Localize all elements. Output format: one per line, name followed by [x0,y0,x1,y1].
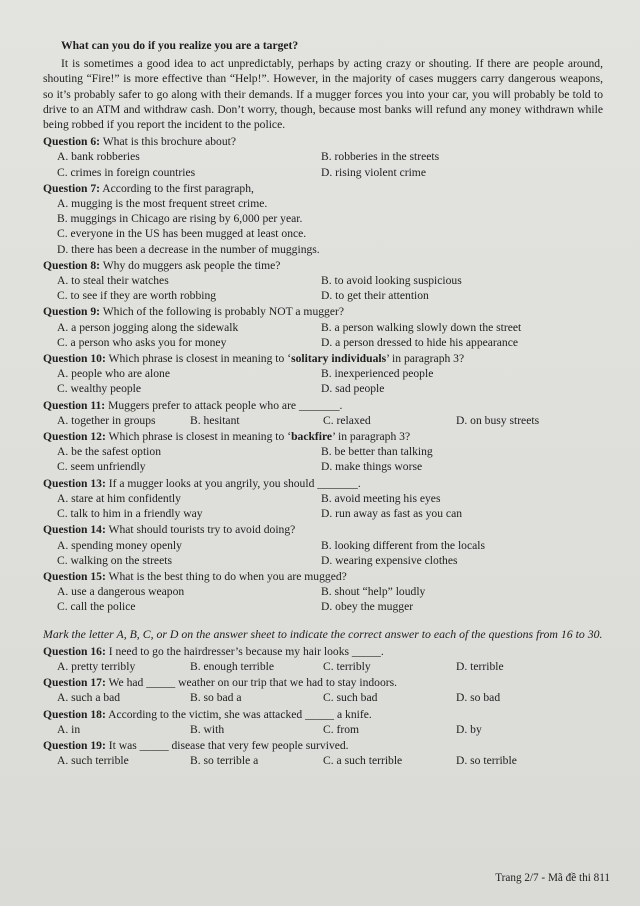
question-text: According to the victim, she was attacked _____ a knife. [108,707,372,721]
question-number: Question 16: [43,644,106,658]
answer-option: A. in [57,722,81,736]
answer-options [57,659,603,674]
question-stem [43,134,603,149]
question-text-post: ’ in paragraph 3? [386,352,465,366]
question-stem [43,398,603,413]
answer-option: A. bank robberies [57,150,140,164]
answer-option: D. make things worse [321,460,423,474]
answer-option: A. such terrible [57,754,129,768]
reading-questions [43,134,603,614]
answer-option: B. avoid meeting his eyes [321,491,441,505]
question [43,398,603,428]
answer-option: B. so terrible a [190,754,259,768]
question [43,258,603,304]
question [43,738,603,768]
answer-option: A. pretty terribly [57,659,136,673]
answer-option: B. inexperienced people [321,367,434,381]
answer-option: B. muggings in Chicago are rising by 6,000 per year. [57,212,303,226]
question [43,351,603,397]
answer-option: D. so bad [456,691,501,705]
answer-option: A. stare at him confidently [57,491,181,505]
question-text: Muggers prefer to attack people who are _______. [108,398,343,412]
answer-option: B. looking different from the locals [321,538,485,552]
question-stem [43,522,603,537]
question-number: Question 19: [43,738,106,752]
passage-heading: What can you do if you realize you are a target? [61,39,299,52]
answer-option: C. crimes in foreign countries [57,165,196,179]
question-number: Question 13: [43,476,106,490]
answer-option: C. call the police [57,600,136,614]
question-keyword: backfire [291,430,333,444]
question-stem [43,675,603,690]
question [43,707,603,737]
answer-option: A. use a dangerous weapon [57,585,185,599]
answer-option: D. sad people [321,382,385,396]
question-text-pre: Which phrase is closest in meaning to ‘ [108,352,292,366]
answer-option: C. everyone in the US has been mugged at least once. [57,227,307,241]
question-text: What should tourists try to avoid doing? [108,523,296,537]
answer-options [57,491,603,521]
answer-option: D. run away as fast as you can [321,507,463,521]
answer-option: B. with [190,722,225,736]
answer-options [57,690,603,705]
answer-option: C. a person who asks you for money [57,335,227,349]
question-number: Question 14: [43,523,106,537]
answer-option: A. a person jogging along the sidewalk [57,320,239,334]
question-number: Question 17: [43,676,106,690]
answer-option: C. such bad [323,691,378,705]
question-stem [43,429,603,444]
question-text-post: ’ in paragraph 3? [332,430,411,444]
answer-option: B. enough terrible [190,659,275,673]
answer-option: D. so terrible [456,754,517,768]
grammar-questions [43,644,603,769]
answer-option: D. on busy streets [456,413,540,427]
question-text: Why do muggers ask people the time? [102,258,281,272]
answer-option: A. mugging is the most frequent street crime. [57,197,268,211]
instruction-text: Mark the letter A, B, C, or D on the answer sheet to indicate the correct answer to each of the questions from 16 to 30. [43,626,603,641]
answer-option: D. by [456,722,482,736]
answer-options [57,584,603,614]
answer-option: D. rising violent crime [321,165,426,179]
question-stem [43,569,603,584]
answer-option: D. obey the mugger [321,600,414,614]
question [43,429,603,475]
question-number: Question 12: [43,430,106,444]
question-text: I need to go the hairdresser’s because my hair looks _____. [108,644,384,658]
question-number: Question 8: [43,258,101,272]
question-number: Question 18: [43,707,106,721]
question [43,476,603,522]
answer-option: A. people who are alone [57,367,170,381]
question-text: What is this brochure about? [102,135,237,149]
answer-options [57,413,603,428]
question [43,644,603,674]
question-text: What is the best thing to do when you are mugged? [108,569,347,583]
answer-option: A. to steal their watches [57,274,169,288]
answer-option: C. a such terrible [323,754,403,768]
answer-options [57,366,603,396]
passage-paragraph: It is sometimes a good idea to act unpredictably, perhaps by acting crazy or shouting. If there are people around, shouting “Fire!” is more effective than “Help!”. However, in the majority of cases muggers carry dangerous weapons, so it’s probably safer to go along with their demands. If a mugger forces you into your car, you will probably be told to drive to an ATM and withdraw cash. Don’t worry, though, because most banks will refund any money withdrawn while being robbed if you report the incident to the police. [43,57,603,132]
answer-options [57,722,603,737]
question-stem [43,304,603,319]
question-stem [43,707,603,722]
question-stem [43,476,603,491]
answer-option: B. hesitant [190,413,240,427]
question-number: Question 15: [43,569,106,583]
answer-option: C. walking on the streets [57,553,172,567]
answer-option: B. to avoid looking suspicious [321,274,462,288]
question-stem [43,258,603,273]
answer-options [57,320,603,350]
answer-option: C. to see if they are worth robbing [57,289,217,303]
answer-option: A. such a bad [57,691,121,705]
answer-option: C. talk to him in a friendly way [57,507,203,521]
answer-option: C. relaxed [323,413,371,427]
answer-options [57,149,603,179]
answer-option: D. there has been a decrease in the number of muggings. [57,242,320,256]
answer-option: B. be better than talking [321,445,433,459]
answer-option: A. together in groups [57,413,156,427]
question-keyword: solitary individuals [291,352,387,366]
question-text: If a mugger looks at you angrily, you should _______. [108,476,361,490]
answer-option: D. to get their attention [321,289,429,303]
answer-options [57,753,603,768]
answer-options [57,273,603,303]
question-stem [43,644,603,659]
question [43,134,603,180]
answer-option: B. shout “help” loudly [321,585,426,599]
question-number: Question 10: [43,352,106,366]
answer-option: A. be the safest option [57,445,161,459]
question-text-pre: Which phrase is closest in meaning to ‘ [108,430,292,444]
answer-options [57,444,603,474]
answer-options [57,538,603,568]
exam-content [43,38,603,768]
answer-option: C. terribly [323,659,371,673]
question-text: According to the first paragraph, [102,181,254,195]
answer-option: A. spending money openly [57,538,182,552]
question-text: It was _____ disease that very few people survived. [108,738,349,752]
question-text: We had _____ weather on our trip that we had to stay indoors. [108,676,398,690]
answer-option: B. a person walking slowly down the street [321,320,522,334]
answer-option: D. terrible [456,659,504,673]
question [43,569,603,615]
question-number: Question 7: [43,181,101,195]
answer-option: D. a person dressed to hide his appearance [321,335,519,349]
question-number: Question 6: [43,135,101,149]
question [43,522,603,568]
answer-options [57,196,603,257]
question-stem [43,181,603,196]
question [43,304,603,350]
question-number: Question 11: [43,398,106,412]
answer-option: B. so bad a [190,691,242,705]
question-stem [43,351,603,366]
page-footer: Trang 2/7 - Mã đề thi 811 [495,872,610,884]
question-text: Which of the following is probably NOT a mugger? [102,305,344,319]
question [43,181,603,257]
answer-option: B. robberies in the streets [321,150,440,164]
question-number: Question 9: [43,305,101,319]
question-stem [43,738,603,753]
answer-option: C. wealthy people [57,382,142,396]
question [43,675,603,705]
answer-option: C. seem unfriendly [57,460,146,474]
answer-option: C. from [323,722,360,736]
answer-option: D. wearing expensive clothes [321,553,458,567]
